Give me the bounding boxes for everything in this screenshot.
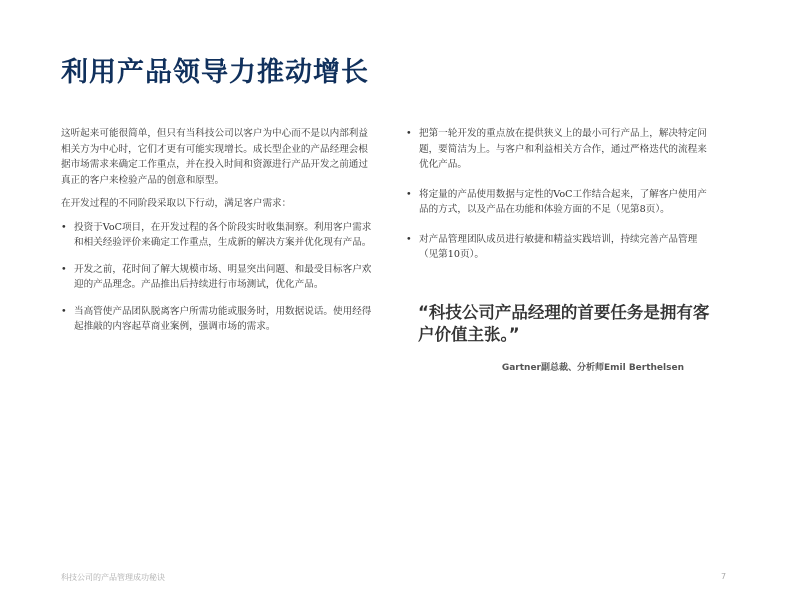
right-bullet-list [406, 126, 712, 263]
footer-title: 科技公司的产品管理成功秘诀 [61, 573, 165, 582]
page-title: 利用产品领导力推动增长 [61, 57, 369, 88]
right-column [406, 126, 712, 277]
list-item: • 对产品管理团队成员进行敏捷和精益实践培训，持续完善产品管理（见第10页）。 [406, 232, 712, 263]
list-item: • 当高管使产品团队脱离客户所需功能或服务时，用数据说话。使用经得起推敲的内容起草商业案例，强调市场的需求。 [61, 304, 373, 335]
lead-in-paragraph: 在开发过程的不同阶段采取以下行动，满足客户需求： [61, 198, 292, 209]
list-item: • 将定量的产品使用数据与定性的VoC工作结合起来，了解客户使用产品的方式，以及产品在功能和体验方面的不足（见第8页）。 [406, 187, 712, 218]
list-item: • 投资于VoC项目，在开发过程的各个阶段实时收集洞察。利用客户需求和相关经验评价来确定工作重点，生成新的解决方案并优化现有产品。 [61, 220, 373, 251]
quote-attribution: Gartner副总裁、分析师Emil Berthelsen [501, 363, 684, 373]
left-column [61, 126, 373, 346]
list-item: • 开发之前，花时间了解大规模市场、明显突出问题、和最受目标客户欢迎的产品理念。产品推出后持续进行市场测试，优化产品。 [61, 262, 373, 293]
list-item: • 把第一轮开发的重点放在提供狭义上的最小可行产品上，解决特定问题，要简洁为上。与客户和利益相关方合作，通过严格迭代的流程来优化产品。 [406, 126, 712, 173]
intro-paragraph: 这听起来可能很简单，但只有当科技公司以客户为中心而不是以内部利益相关方为中心时，它们才更有可能实现增长。成长型企业的产品经理会根据市场需求来确定工作重点，并在投入时间和资源进行产品开发之前通过真正的客户来检验产品的创意和原型。 [61, 128, 368, 186]
left-bullet-list [61, 220, 373, 335]
pull-quote: “科技公司产品经理的首要任务是拥有客户价值主张。” [418, 303, 710, 344]
page-number: 7 [721, 572, 727, 581]
